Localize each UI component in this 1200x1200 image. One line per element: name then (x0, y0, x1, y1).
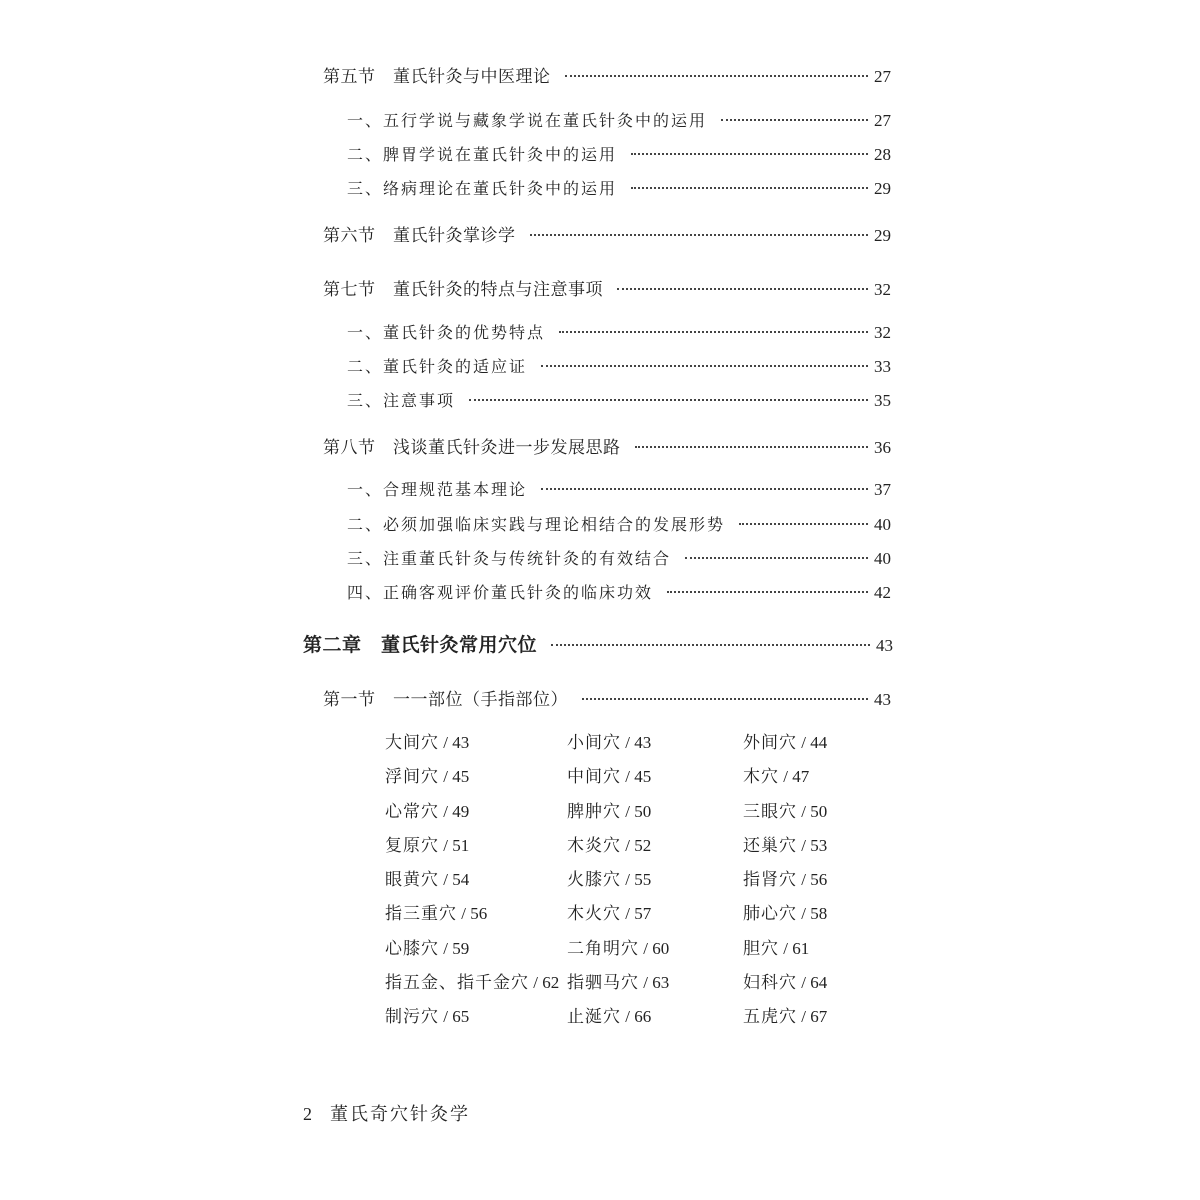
acupoint-page: 55 (634, 870, 652, 890)
acupoint-page: 63 (652, 973, 670, 993)
acupoint-entry (385, 1002, 567, 1036)
separator: / (779, 938, 793, 958)
toc-entry-section-7 (323, 275, 891, 300)
acupoint-entry (567, 899, 743, 933)
toc-entry-page: 43 (874, 690, 891, 709)
separator: / (621, 733, 635, 752)
toc-entry-label: 第二章 董氏针灸常用穴位 (303, 634, 538, 656)
toc-entry-section-6 (323, 221, 891, 246)
separator: / (797, 1007, 811, 1027)
acupoint-page: 43 (634, 733, 652, 752)
acupoint-name: 制污穴 (385, 1007, 439, 1028)
acupoint-name: 肺心穴 (743, 904, 797, 925)
acupoint-entry (743, 762, 903, 796)
acupoint-name: 小间穴 (567, 733, 621, 753)
toc-entry-page: 27 (874, 67, 891, 86)
leader-dots (739, 523, 868, 525)
separator: / (621, 870, 635, 890)
acupoint-page: 44 (810, 733, 828, 752)
toc-entry-section-8 (323, 433, 891, 458)
toc-entry-page: 28 (874, 145, 891, 164)
acupoint-name: 五虎穴 (743, 1007, 797, 1028)
acupoint-entry (385, 831, 567, 865)
acupoint-page: 66 (634, 1007, 652, 1027)
toc-entry-sub (347, 176, 891, 199)
leader-dots (631, 187, 868, 189)
page-footer (303, 1100, 470, 1126)
toc-entry-label: 第八节 浅谈董氏针灸进一步发展思路 (323, 438, 621, 458)
acupoint-page: 52 (634, 835, 652, 855)
acupoint-entry (567, 797, 743, 831)
toc-entry-label: 第六节 董氏针灸掌诊学 (323, 226, 516, 246)
toc-entry-page: 29 (874, 226, 891, 245)
separator: / (779, 767, 793, 787)
acupoint-page: 57 (634, 904, 652, 924)
acupoint-page: 61 (792, 938, 810, 958)
acupoint-page: 65 (452, 1007, 470, 1027)
toc-entry-page: 29 (874, 179, 891, 198)
separator: / (439, 801, 453, 821)
acupoint-name: 眼黄穴 (385, 870, 439, 891)
acupoint-entry (385, 899, 567, 933)
acupoint-name: 浮间穴 (385, 767, 439, 788)
acupoint-page: 54 (452, 870, 470, 890)
toc-entry-label: 二、脾胃学说在董氏针灸中的运用 (347, 145, 618, 164)
acupoint-page: 58 (810, 904, 828, 924)
acupoint-page: 64 (810, 973, 828, 993)
acupoint-name: 指驷马穴 (567, 973, 639, 994)
acupoint-entry (567, 762, 743, 796)
separator: / (639, 938, 653, 958)
acupoint-name: 大间穴 (385, 733, 439, 753)
acupoint-page: 62 (542, 973, 560, 993)
acupoint-page: 56 (470, 904, 488, 924)
toc-entry-page: 42 (874, 583, 891, 602)
separator: / (621, 767, 635, 787)
acupoint-name: 心常穴 (385, 801, 439, 822)
toc-entry-page: 32 (874, 280, 891, 299)
acupoint-name: 还巢穴 (743, 835, 797, 856)
toc-entry-sub (347, 580, 891, 603)
toc-entry-label: 四、正确客观评价董氏针灸的临床功效 (347, 583, 654, 602)
toc-entry-label: 三、注意事项 (347, 391, 456, 410)
acupoint-entry (567, 728, 743, 762)
book-title: 董氏奇穴针灸学 (330, 1104, 470, 1125)
acupoint-entry (567, 934, 743, 968)
separator: / (621, 1007, 635, 1027)
acupoint-entry (385, 797, 567, 831)
toc-entry-page: 33 (874, 357, 891, 376)
acupoint-entry (385, 968, 567, 1002)
leader-dots (541, 488, 868, 490)
acupoint-page: 45 (452, 767, 470, 787)
acupoint-name: 木炎穴 (567, 835, 621, 856)
toc-entry-page: 40 (874, 549, 891, 568)
leader-dots (541, 365, 868, 367)
separator: / (797, 870, 811, 890)
toc-entry-label: 第五节 董氏针灸与中医理论 (323, 67, 551, 87)
acupoint-name: 外间穴 (743, 733, 797, 753)
leader-dots (667, 591, 868, 593)
leader-dots (565, 75, 869, 77)
acupoint-page: 53 (810, 835, 828, 855)
acupoint-page: 43 (452, 733, 470, 752)
acupoint-name: 火膝穴 (567, 870, 621, 891)
acupoint-entry (743, 934, 903, 968)
leader-dots (582, 698, 868, 700)
separator: / (797, 733, 811, 752)
acupoint-name: 指三重穴 (385, 904, 457, 925)
acupoint-page: 51 (452, 835, 470, 855)
acupoint-name: 胆穴 (743, 938, 779, 959)
acupoint-entry (743, 728, 903, 762)
acupoint-name: 三眼穴 (743, 801, 797, 822)
toc-entry-label: 一、董氏针灸的优势特点 (347, 323, 546, 342)
toc-entry-label: 一、五行学说与藏象学说在董氏针灸中的运用 (347, 111, 708, 130)
toc-entry-label: 一、合理规范基本理论 (347, 480, 528, 499)
separator: / (797, 835, 811, 855)
toc-entry-chapter-2 (303, 630, 893, 657)
acupoint-name: 指五金、指千金穴 (385, 973, 529, 994)
toc-entry-sub (347, 320, 891, 343)
separator: / (621, 801, 635, 821)
toc-entry-page: 43 (876, 636, 893, 655)
separator: / (529, 973, 543, 993)
separator: / (439, 733, 453, 752)
acupoint-page: 50 (634, 801, 652, 821)
acupoint-entry (743, 1002, 903, 1036)
toc-entry-sub (347, 354, 891, 377)
acupoint-name: 指肾穴 (743, 870, 797, 891)
acupoint-entry (567, 831, 743, 865)
acupoint-page: 50 (810, 801, 828, 821)
acupoint-entry (385, 762, 567, 796)
separator: / (439, 767, 453, 787)
toc-entry-section-5 (323, 62, 891, 87)
acupoint-page: 47 (792, 767, 810, 787)
separator: / (439, 1007, 453, 1027)
toc-entry-label: 三、络病理论在董氏针灸中的运用 (347, 179, 618, 198)
toc-entry-page: 37 (874, 480, 891, 499)
toc-entry-sub (347, 142, 891, 165)
toc-entry-sub (347, 546, 891, 569)
acupoint-entry (567, 968, 743, 1002)
acupoint-entry (743, 831, 903, 865)
leader-dots (469, 399, 868, 401)
leader-dots (559, 331, 868, 333)
toc-entry-label: 第七节 董氏针灸的特点与注意事项 (323, 280, 603, 300)
acupoint-entry (743, 797, 903, 831)
toc-entry-sub (347, 512, 891, 535)
acupoint-entry (743, 968, 903, 1002)
acupoint-entry (385, 728, 567, 762)
separator: / (439, 835, 453, 855)
separator: / (439, 938, 453, 958)
acupoint-entry (385, 934, 567, 968)
separator: / (621, 835, 635, 855)
separator: / (621, 904, 635, 924)
acupoint-name: 木穴 (743, 767, 779, 788)
acupoint-entry (567, 1002, 743, 1036)
leader-dots (530, 234, 869, 236)
separator: / (639, 973, 653, 993)
toc-entry-label: 二、必须加强临床实践与理论相结合的发展形势 (347, 515, 726, 534)
acupoint-name: 二角明穴 (567, 938, 639, 959)
toc-entry-label: 二、董氏针灸的适应证 (347, 357, 528, 376)
separator: / (797, 904, 811, 924)
acupoint-name: 木火穴 (567, 904, 621, 925)
toc-entry-sub (347, 108, 891, 131)
leader-dots (631, 153, 868, 155)
toc-entry-label: 第一节 一一部位（手指部位） (323, 690, 568, 710)
acupoint-page: 45 (634, 767, 652, 787)
acupoint-list (385, 728, 905, 1037)
toc-entry-page: 36 (874, 438, 891, 457)
separator: / (457, 904, 471, 924)
acupoint-entry (743, 899, 903, 933)
separator: / (797, 973, 811, 993)
separator: / (797, 801, 811, 821)
acupoint-page: 60 (652, 938, 670, 958)
acupoint-name: 止涎穴 (567, 1007, 621, 1028)
acupoint-name: 妇科穴 (743, 973, 797, 994)
toc-entry-page: 27 (874, 111, 891, 130)
toc-entry-section-1 (323, 685, 891, 710)
toc-entry-page: 35 (874, 391, 891, 410)
acupoint-name: 心膝穴 (385, 938, 439, 959)
toc-entry-label: 三、注重董氏针灸与传统针灸的有效结合 (347, 549, 672, 568)
acupoint-entry (385, 865, 567, 899)
toc-entry-page: 32 (874, 323, 891, 342)
page-number: 2 (303, 1104, 312, 1124)
acupoint-page: 56 (810, 870, 828, 890)
acupoint-page: 49 (452, 801, 470, 821)
toc-entry-sub (347, 477, 891, 500)
acupoint-entry (743, 865, 903, 899)
acupoint-page: 67 (810, 1007, 828, 1027)
leader-dots (721, 119, 868, 121)
toc-entry-sub (347, 388, 891, 411)
acupoint-name: 脾肿穴 (567, 801, 621, 822)
leader-dots (685, 557, 868, 559)
leader-dots (635, 446, 869, 448)
separator: / (439, 870, 453, 890)
acupoint-page: 59 (452, 938, 470, 958)
acupoint-name: 复原穴 (385, 835, 439, 856)
leader-dots (617, 288, 868, 290)
acupoint-name: 中间穴 (567, 767, 621, 788)
acupoint-entry (567, 865, 743, 899)
toc-entry-page: 40 (874, 515, 891, 534)
leader-dots (551, 644, 870, 646)
